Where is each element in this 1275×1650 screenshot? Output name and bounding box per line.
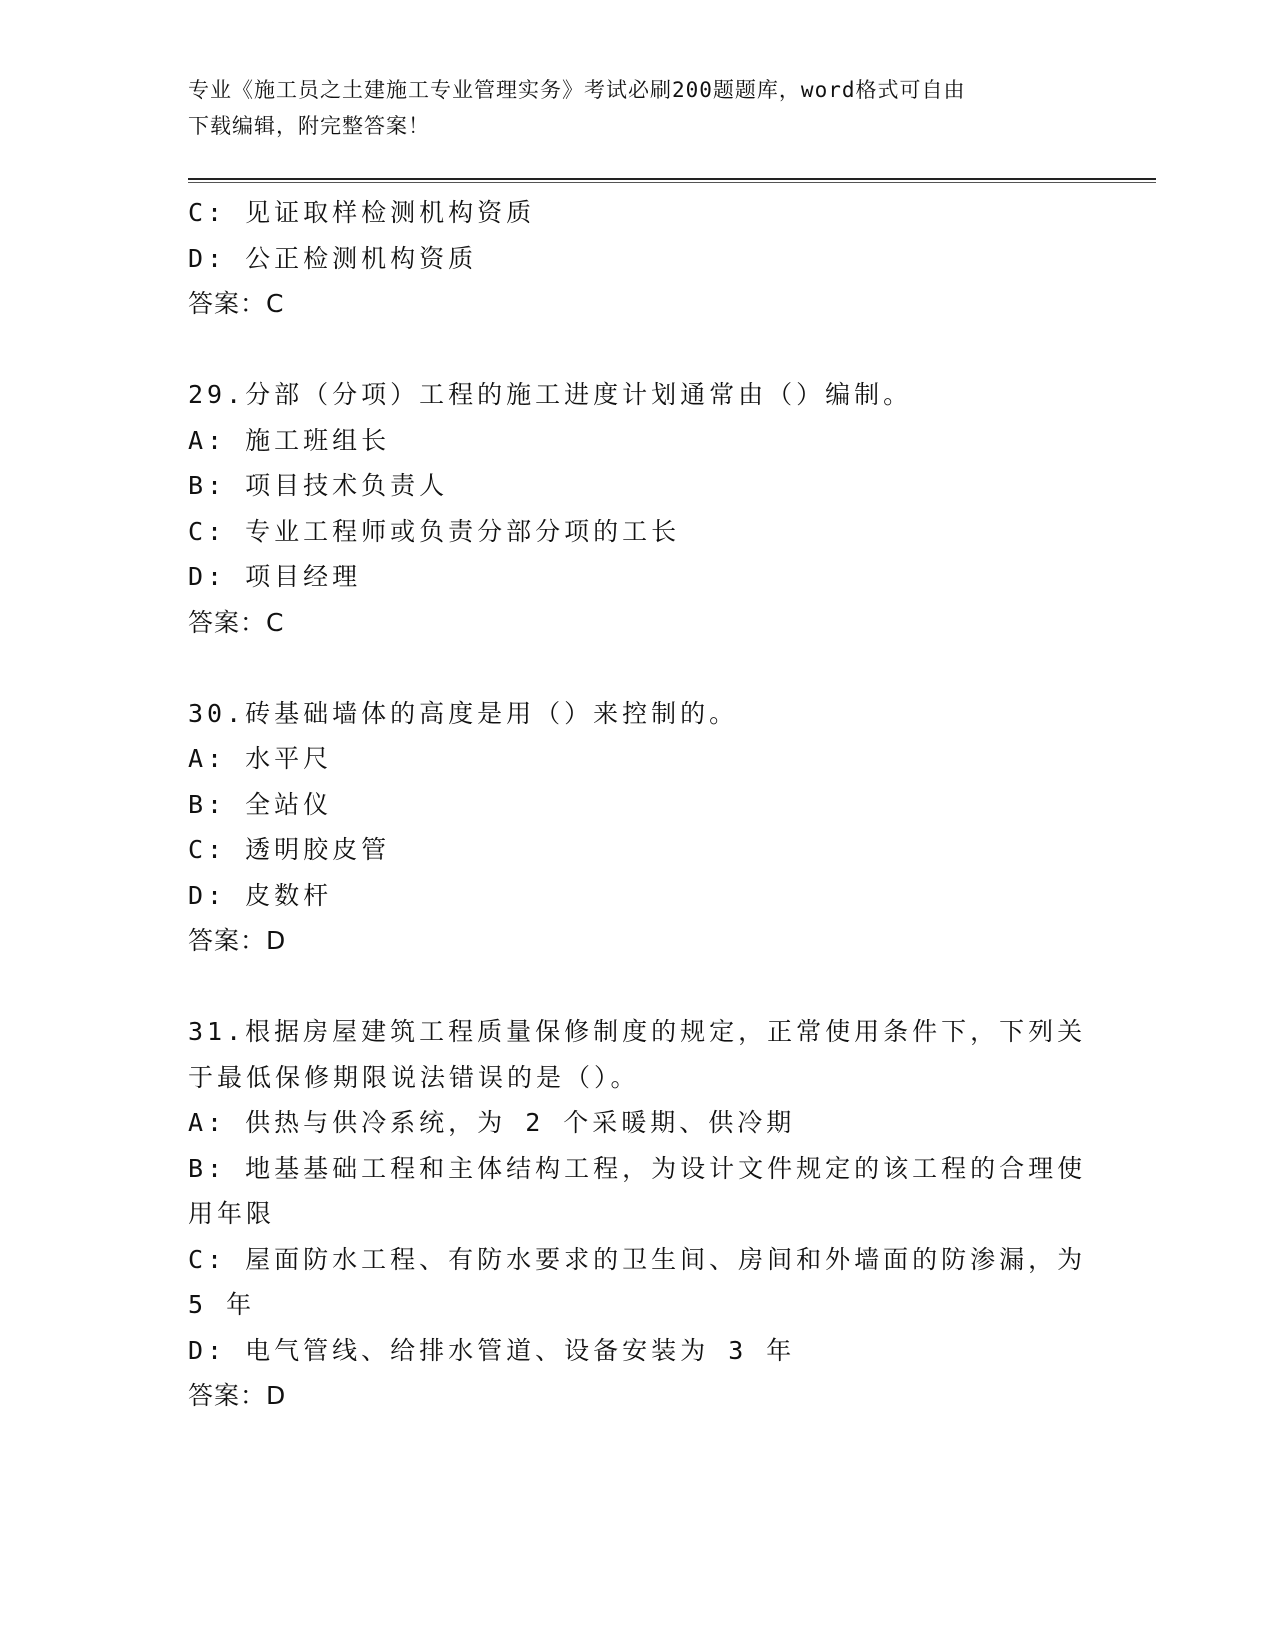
question-text: 29.分部（分项）工程的施工进度计划通常由（）编制。 xyxy=(188,380,913,409)
option-d: D: 公正检测机构资质 xyxy=(188,243,478,273)
header-divider-top xyxy=(188,178,1156,180)
option-c: C: 透明胶皮管 xyxy=(188,835,391,864)
header-divider-bottom xyxy=(188,182,1156,183)
answer: 答案：D xyxy=(188,1381,287,1410)
option-b-line-1: B: 地基基础工程和主体结构工程，为设计文件规定的该工程的合理使 xyxy=(188,1153,1087,1183)
option-c-line-1: C: 屋面防水工程、有防水要求的卫生间、房间和外墙面的防渗漏，为 xyxy=(188,1244,1087,1274)
spacer xyxy=(188,645,1088,691)
header-line-2: 下载编辑，附完整答案！ xyxy=(188,114,430,138)
option-a: A: 供热与供冷系统，为 2 个采暖期、供冷期 xyxy=(188,1108,796,1137)
answer: 答案：C xyxy=(188,289,285,318)
option-b: B: 项目技术负责人 xyxy=(188,471,449,500)
spacer xyxy=(188,964,1088,1010)
question-31 xyxy=(188,1009,1088,1419)
spacer xyxy=(188,327,1088,373)
option-a: A: 施工班组长 xyxy=(188,425,391,455)
answer: 答案：C xyxy=(188,607,285,637)
question-text: 30.砖基础墙体的高度是用（）来控制的。 xyxy=(188,698,739,728)
question-text-line-2: 于最低保修期限说法错误的是（）。 xyxy=(188,1062,640,1092)
option-d: D: 项目经理 xyxy=(188,562,362,591)
question-30 xyxy=(188,691,1088,964)
option-b: B: 全站仪 xyxy=(188,789,333,819)
question-29 xyxy=(188,372,1088,645)
header-line-1: 专业《施工员之土建施工专业管理实务》考试必刷200题题库，word格式可自由 xyxy=(188,78,966,102)
option-d: D: 皮数杆 xyxy=(188,880,333,910)
previous-question-tail xyxy=(188,190,1088,327)
option-d: D: 电气管线、给排水管道、设备安装为 3 年 xyxy=(188,1335,796,1365)
option-c: C: 见证取样检测机构资质 xyxy=(188,198,536,227)
question-text-line-1: 31.根据房屋建筑工程质量保修制度的规定，正常使用条件下，下列关 xyxy=(188,1017,1087,1046)
option-c: C: 专业工程师或负责分部分项的工长 xyxy=(188,516,681,546)
answer: 答案：D xyxy=(188,926,287,955)
document-header xyxy=(188,72,1068,144)
option-b-line-2: 用年限 xyxy=(188,1199,276,1228)
option-c-line-2: 5 年 xyxy=(188,1290,256,1319)
option-a: A: 水平尺 xyxy=(188,744,333,773)
document-body xyxy=(188,190,1088,1419)
